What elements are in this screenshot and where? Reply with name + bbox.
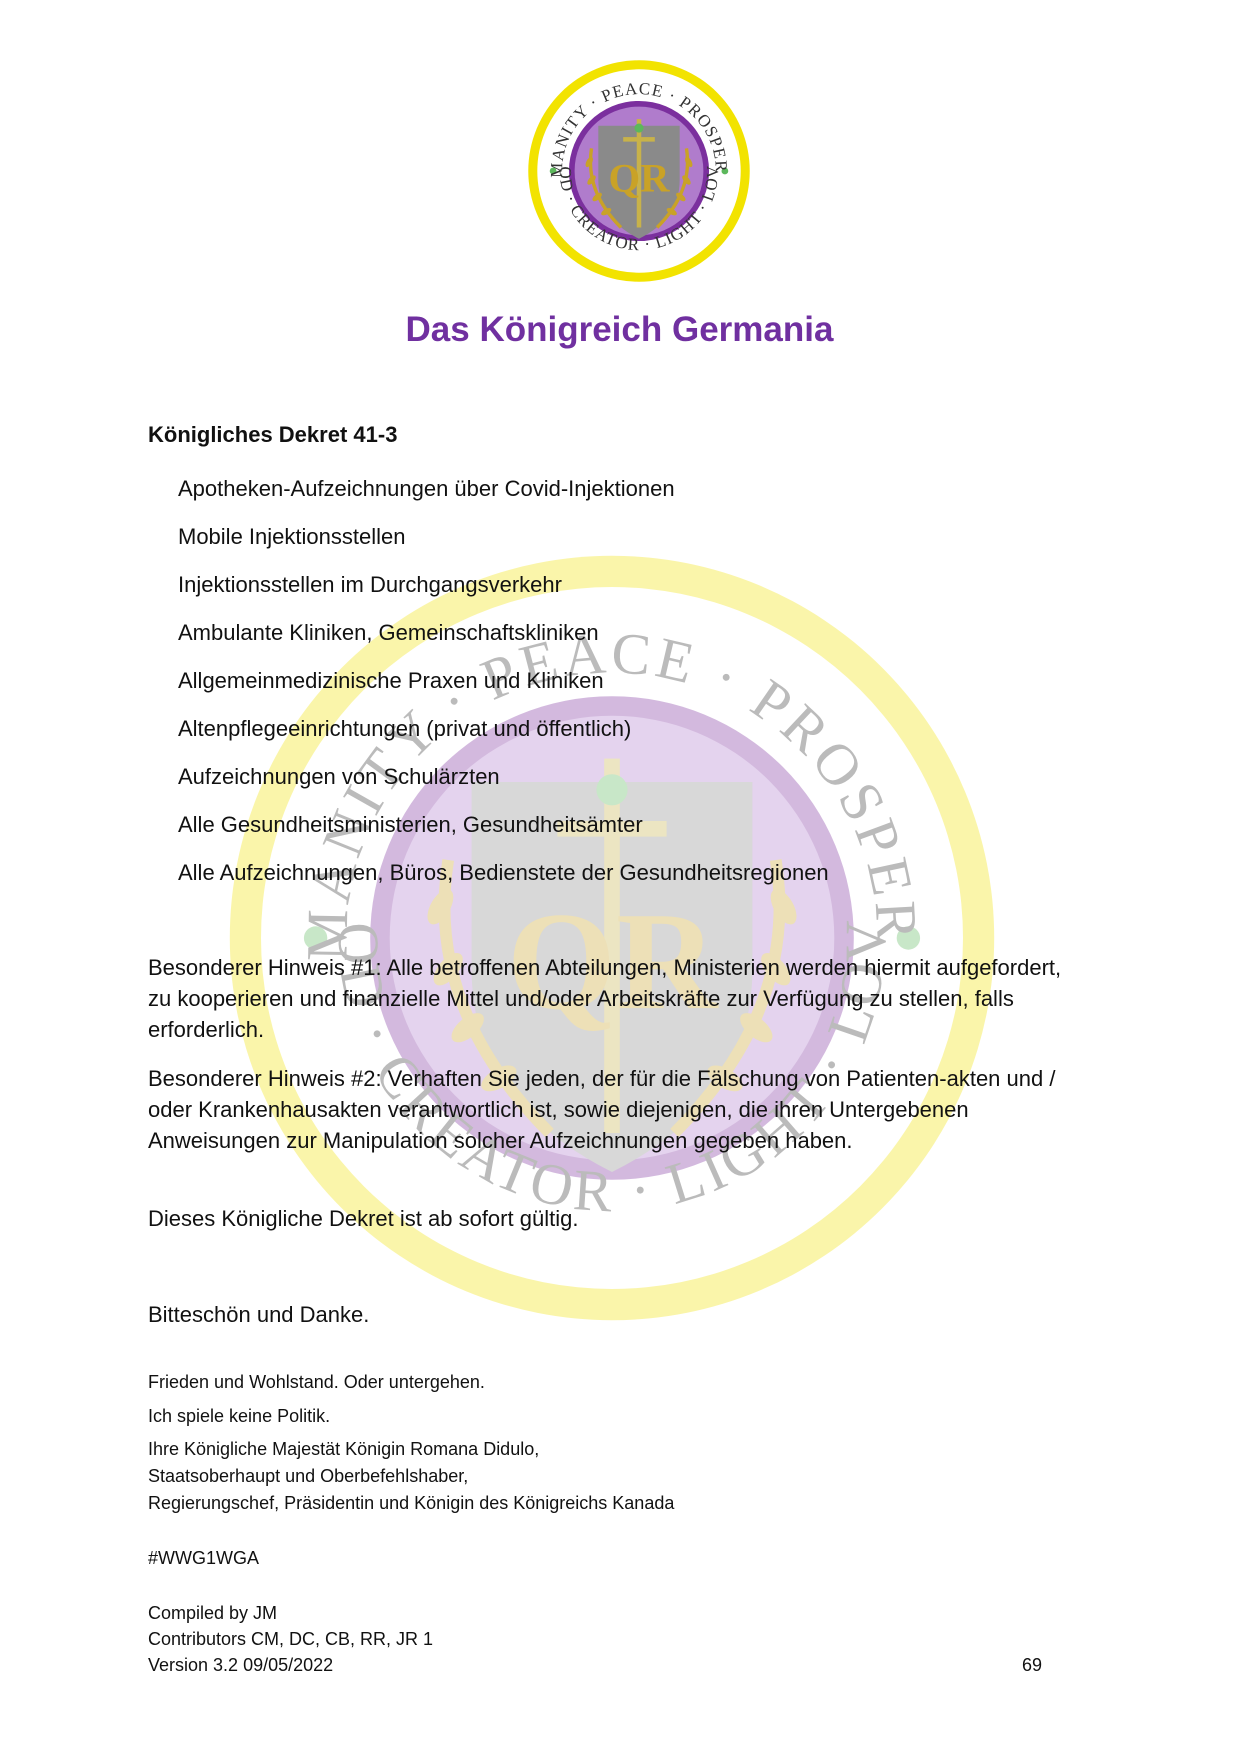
special-note-2: Besonderer Hinweis #2: Verhaften Sie jeden, der für die Fälschung von Patienten-akten und / oder Krankenhausakten verantwortlich ist, sowie diejenigen, die ihren Untergebenen Anweisungen zur Manipulation solcher Aufzeichnungen gegeben haben. [148,1066,1056,1153]
decree-item: Altenpflegeeinrichtungen (privat und öffentlich) [178,716,632,741]
decree-item: Apotheken-Aufzeichnungen über Covid-Injektionen [178,476,675,501]
thanks-line: Bitteschön und Danke. [148,1302,370,1327]
signature-line: Regierungschef, Präsidentin und Königin des Königreichs Kanada [148,1493,675,1513]
closing-line-1: Frieden und Wohlstand. Oder untergehen. [148,1372,485,1392]
decree-item: Alle Gesundheitsministerien, Gesundheitsämter [178,812,643,837]
signature-block [148,1436,674,1517]
hashtag: #WWG1WGA [148,1548,259,1568]
page-number: 69 [1022,1655,1043,1675]
signature-line: Staatsoberhaupt und Oberbefehlshaber, [148,1466,469,1486]
kingdom-title: Das Königreich Germania [405,310,834,349]
footer-contributors: Contributors CM, DC, CB, RR, JR 1 [148,1629,434,1649]
decree-item: Injektionsstellen im Durchgangsverkehr [178,572,562,597]
decree-item-list [178,472,829,904]
validity-statement: Dieses Königliche Dekret ist ab sofort gültig. [148,1206,579,1231]
decree-title: Königliches Dekret 41-3 [148,422,398,447]
footer-compiled: Compiled by JM [148,1603,278,1623]
special-note-1: Besonderer Hinweis #1: Alle betroffenen Abteilungen, Ministerien werden hiermit aufgefordert, zu kooperieren und finanzielle Mittel und/oder Arbeitskräfte zur Verfügung zu stellen, falls erforderlich. [148,955,1062,1042]
footer-block [148,1600,433,1678]
signature-line: Ihre Königliche Majestät Königin Romana Didulo, [148,1439,540,1459]
closing-line-2: Ich spiele keine Politik. [148,1406,331,1426]
decree-item: Aufzeichnungen von Schulärzten [178,764,500,789]
decree-item: Mobile Injektionsstellen [178,524,406,549]
decree-item: Allgemeinmedizinische Praxen und Kliniken [178,668,604,693]
decree-item: Alle Aufzeichnungen, Büros, Bedienstete der Gesundheitsregionen [178,860,829,885]
footer-version: Version 3.2 09/05/2022 [148,1655,334,1675]
decree-item: Ambulante Kliniken, Gemeinschaftskliniken [178,620,599,645]
